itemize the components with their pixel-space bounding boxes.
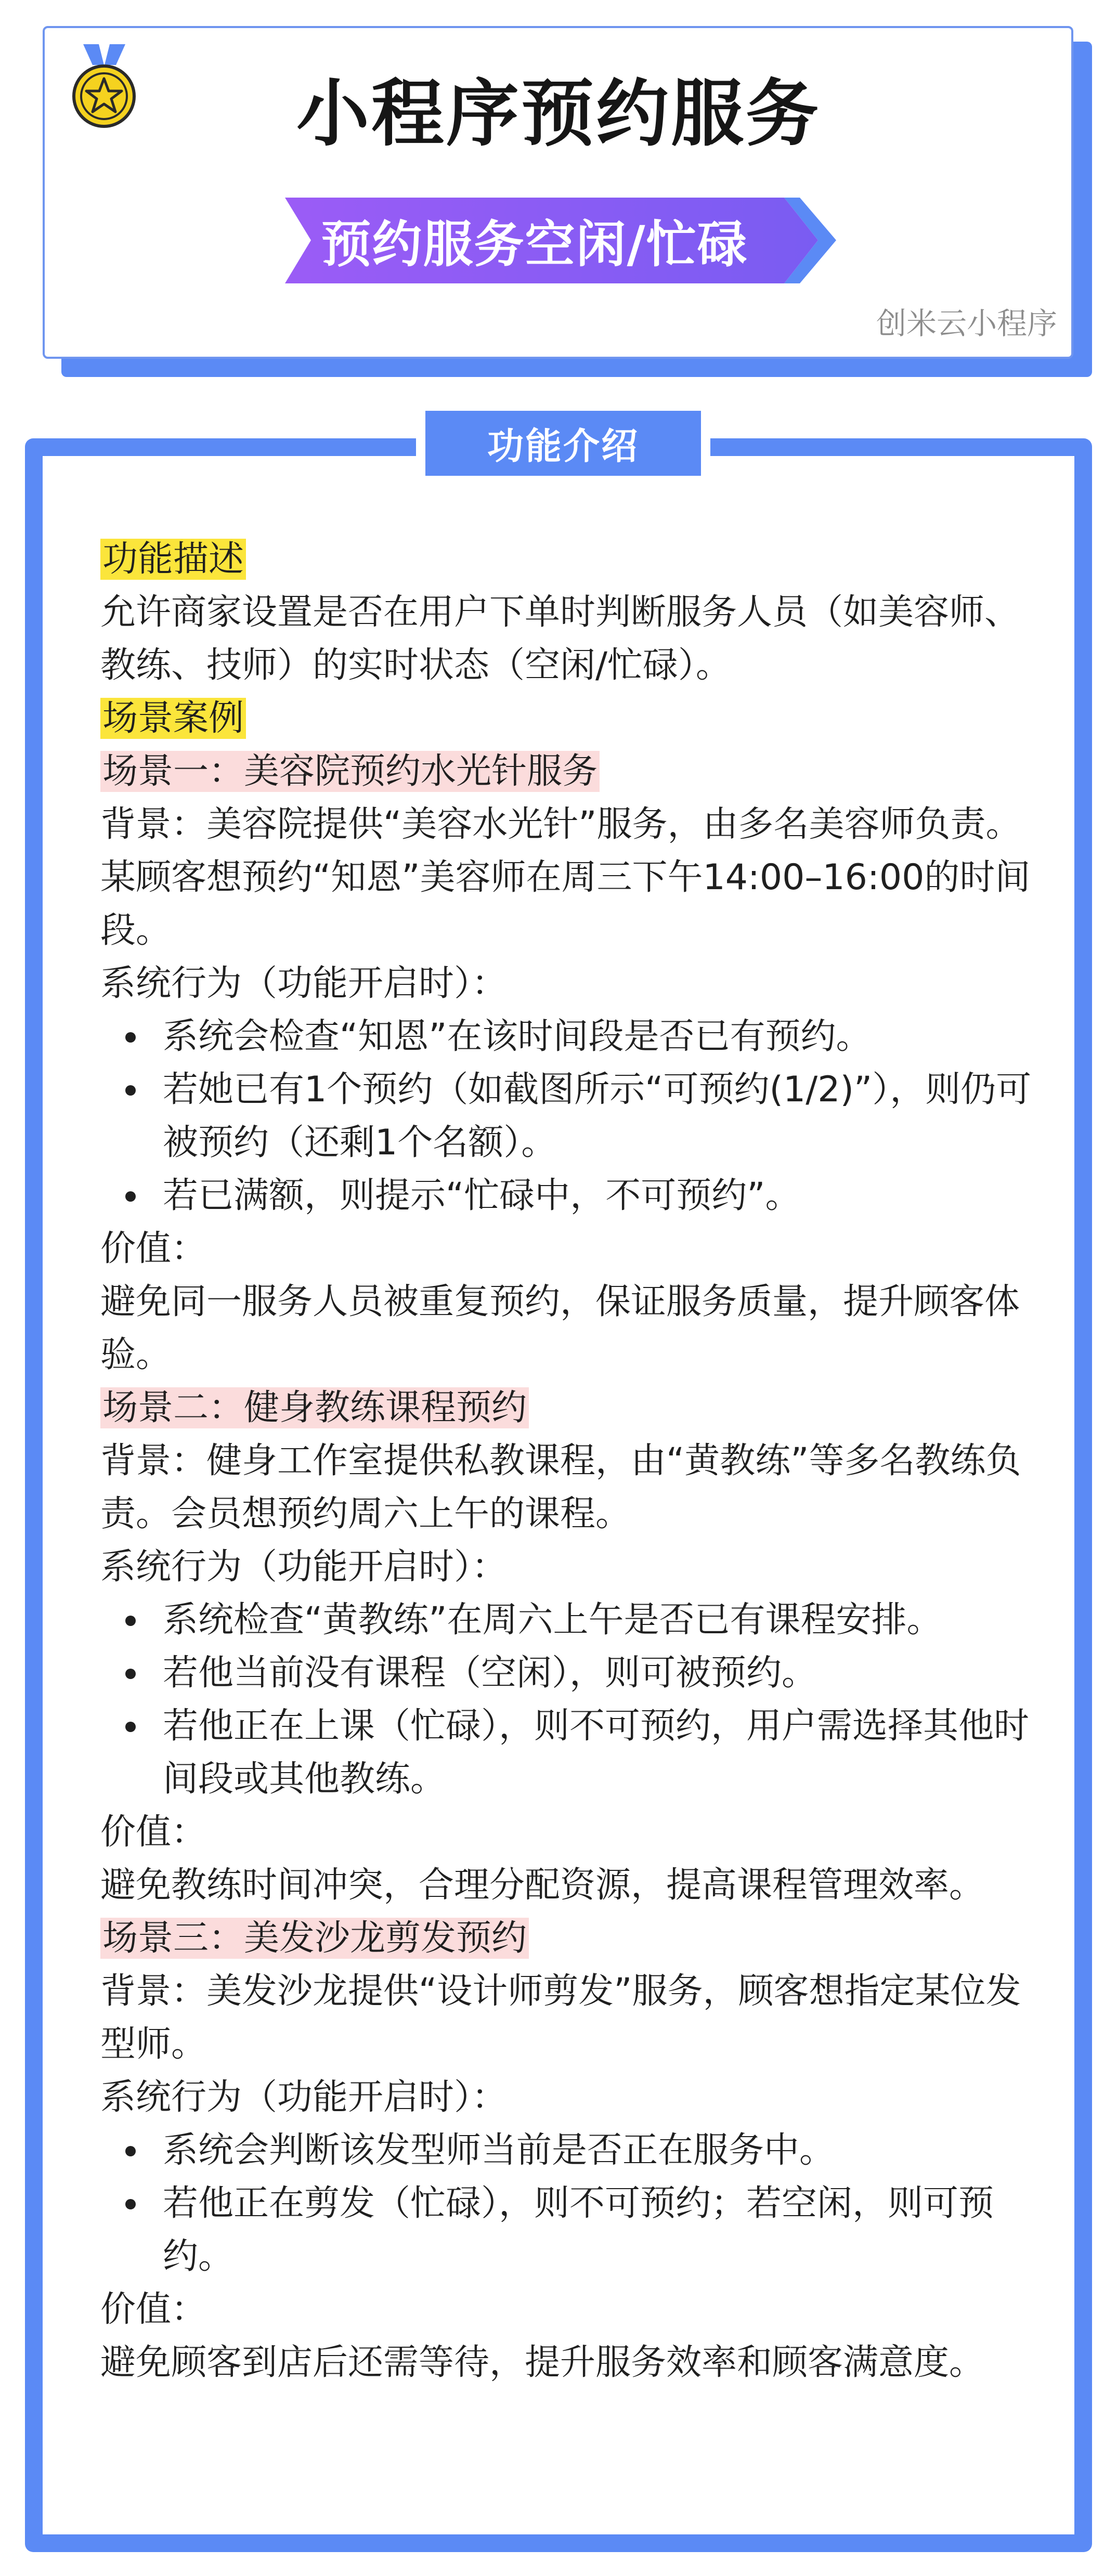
case-background: 背景：美容院提供“美容水光针”服务，由多名美容师负责。某顾客想预约“知恩”美容师在周三下午14:00–16:00的时间段。 [100, 804, 1031, 951]
section-tab: 功能介绍 [416, 411, 710, 476]
case-title: 场景一：美容院预约水光针服务 [100, 751, 600, 792]
case-title: 场景二：健身教练课程预约 [100, 1387, 529, 1428]
case-bullet-list [100, 1594, 1036, 1806]
case-value-text: 避免同一服务人员被重复预约，保证服务质量，提升顾客体验。 [100, 1281, 1020, 1375]
brand-label: 创米云小程序 [876, 306, 1057, 341]
case-behavior-label: 系统行为（功能开启时）： [100, 963, 508, 1004]
case-background: 背景：健身工作室提供私教课程，由“黄教练”等多名教练负责。会员想预约周六上午的课程。 [100, 1440, 1021, 1534]
list-item: 若他正在剪发（忙碌），则不可预约；若空闲，则可预约。 [100, 2177, 1036, 2283]
case-value-label: 价值： [100, 2289, 207, 2330]
list-item: 系统会判断该发型师当前是否正在服务中。 [100, 2124, 1036, 2177]
case-value-text: 避免教练时间冲突，合理分配资源，提高课程管理效率。 [100, 1865, 985, 1906]
case-behavior-label: 系统行为（功能开启时）： [100, 2077, 508, 2118]
content-body [100, 533, 1036, 2389]
case-bullet-list [100, 1010, 1036, 1222]
case-title: 场景三：美发沙龙剪发预约 [100, 1918, 529, 1959]
subtitle: 预约服务空闲/忙碌 [321, 215, 748, 274]
list-item: 系统检查“黄教练”在周六上午是否已有课程安排。 [100, 1594, 1036, 1647]
case-value-text: 避免顾客到店后还需等待，提升服务效率和顾客满意度。 [100, 2342, 985, 2383]
list-item: 若她已有1个预约（如截图所示“可预约(1/2)”），则仍可被预约（还剩1个名额）。 [100, 1063, 1036, 1169]
feature-heading: 功能描述 [100, 539, 246, 580]
page-title: 小程序预约服务 [296, 72, 821, 157]
list-item: 若他正在上课（忙碌），则不可预约，用户需选择其他时间段或其他教练。 [100, 1700, 1036, 1806]
feature-text: 允许商家设置是否在用户下单时判断服务人员（如美容师、教练、技师）的实时状态（空闲/忙碌）。 [100, 592, 1020, 686]
cases-heading: 场景案例 [100, 698, 246, 739]
case-value-label: 价值： [100, 1812, 207, 1853]
case-value-label: 价值： [100, 1228, 207, 1269]
case-background: 背景：美发沙龙提供“设计师剪发”服务，顾客想指定某位发型师。 [100, 1971, 1021, 2065]
case-behavior-label: 系统行为（功能开启时）： [100, 1546, 508, 1588]
list-item: 系统会检查“知恩”在该时间段是否已有预约。 [100, 1010, 1036, 1063]
list-item: 若已满额，则提示“忙碌中，不可预约”。 [100, 1169, 1036, 1222]
list-item: 若他当前没有课程（空闲），则可被预约。 [100, 1647, 1036, 1700]
case-bullet-list [100, 2124, 1036, 2283]
